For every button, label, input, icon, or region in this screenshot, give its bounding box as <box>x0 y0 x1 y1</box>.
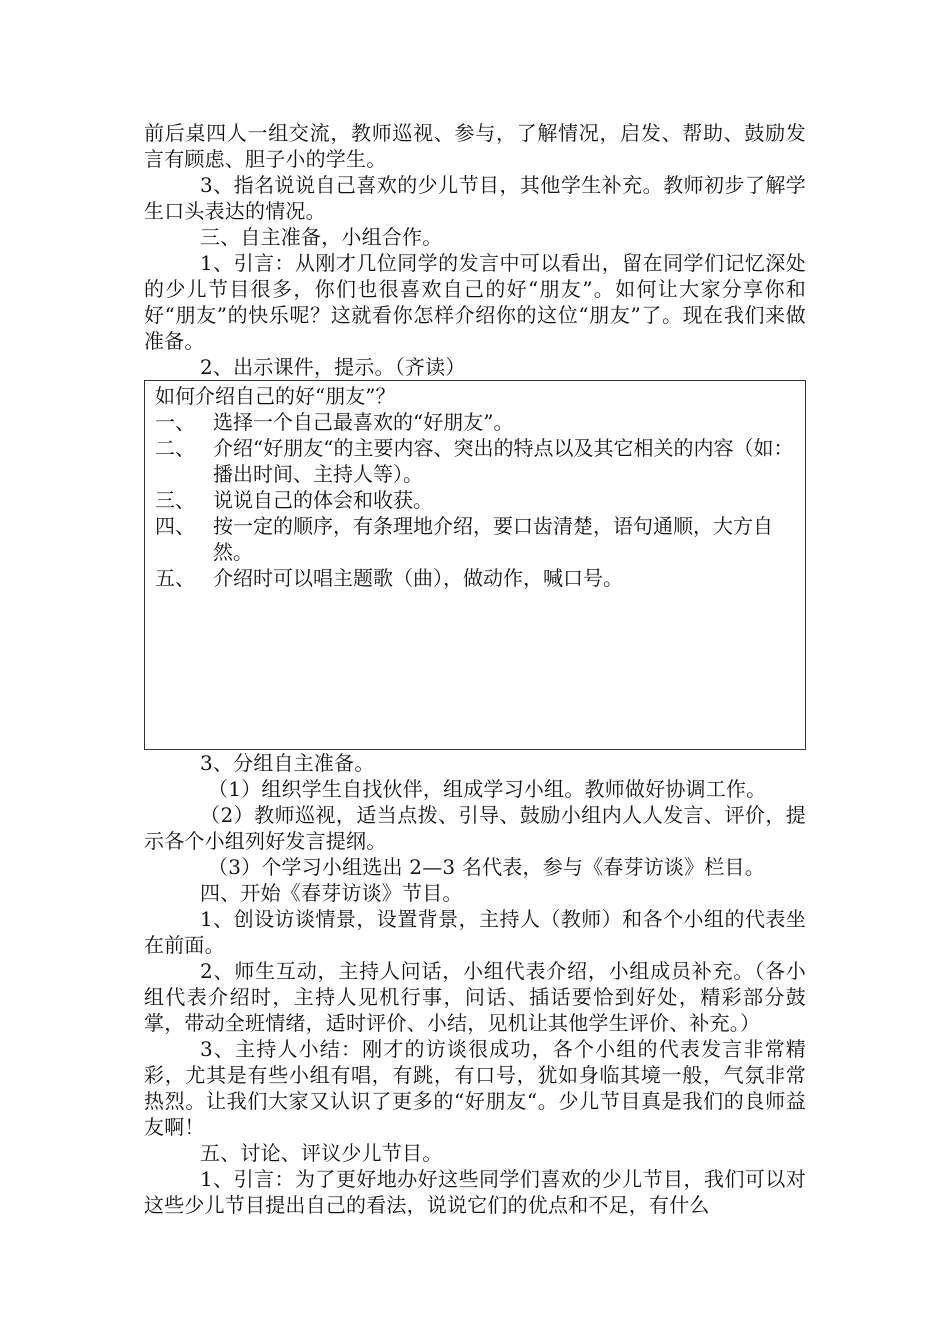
section-heading: 四、开始《春芽访谈》节目。 <box>200 881 463 905</box>
list-text: 介绍时可以唱主题歌（曲），做动作，喊口号。 <box>213 566 623 590</box>
list-number: 三、 <box>155 488 195 512</box>
document-page <box>144 120 806 1218</box>
paragraph: 2、师生互动，主持人问话，小组代表介绍，小组成员补充。（各小组代表介绍时，主持人见机行事，问话、插话要恰到好处，精彩部分鼓掌，带动全班情绪，适时评价、小结，见机让其他学生评价、补充。） <box>144 959 806 1035</box>
list-number: 二、 <box>155 436 195 460</box>
paragraph: 3、主持人小结：刚才的访谈很成功，各个小组的代表发言非常精彩，尤其是有些小组有唱，有跳，有口号，犹如身临其境一般，气氛非常热烈。让我们大家又认识了更多的“好朋友“。少儿节目真是我们的良师益友啊！ <box>144 1037 806 1139</box>
list-item <box>155 435 797 487</box>
list-item <box>155 409 797 435</box>
paragraph: 3、指名说说自己喜欢的少儿节目，其他学生补充。教师初步了解学生口头表达的情况。 <box>144 173 806 223</box>
list-number: 一、 <box>155 410 195 434</box>
paragraph: （3）个学习小组选出 2—3 名代表，参与《春芽访谈》栏目。 <box>208 855 765 879</box>
list-text: 介绍“好朋友“的主要内容、突出的特点以及其它相关的内容（如：播出时间、主持人等）。 <box>213 436 794 486</box>
courseware-prompt-box <box>144 380 806 750</box>
section-heading: 三、自主准备，小组合作。 <box>200 225 443 249</box>
list-number: 五、 <box>155 566 195 590</box>
list-text: 按一定的顺序，有条理地介绍，要口齿清楚，语句通顺，大方自然。 <box>213 514 773 564</box>
paragraph: 前后桌四人一组交流，教师巡视、参与，了解情况，启发、帮助、鼓励发言有顾虑、胆子小的学生。 <box>144 121 806 171</box>
list-text: 说说自己的体会和收获。 <box>213 488 433 512</box>
box-title: 如何介绍自己的好“朋友”？ <box>155 384 396 408</box>
paragraph: 1、引言：从刚才几位同学的发言中可以看出，留在同学们记忆深处的少儿节目很多，你们也很喜欢自己的好“朋友”。如何让大家分享你和好“朋友”的快乐呢？这就看你怎样介绍你的这位“朋友”了。现在我们来做准备。 <box>144 251 806 353</box>
paragraph: （1）组织学生自找伙伴，组成学习小组。教师做好协调工作。 <box>208 777 767 801</box>
list-item <box>155 513 797 565</box>
list-item <box>155 565 797 591</box>
section-heading: 五、讨论、评议少儿节目。 <box>200 1141 443 1165</box>
list-text: 选择一个自己最喜欢的“好朋友”。 <box>213 410 514 434</box>
paragraph: 1、引言：为了更好地办好这些同学们喜欢的少儿节目，我们可以对这些少儿节目提出自己的看法，说说它们的优点和不足，有什么 <box>144 1167 806 1217</box>
paragraph: 3、分组自主准备。 <box>200 751 375 775</box>
paragraph: 2、出示课件，提示。（齐读） <box>200 355 466 379</box>
paragraph: （2）教师巡视，适当点拨、引导、鼓励小组内人人发言、评价，提示各个小组列好发言提纲。 <box>144 803 806 853</box>
list-item <box>155 487 797 513</box>
paragraph: 1、创设访谈情景，设置背景，主持人（教师）和各个小组的代表坐在前面。 <box>144 907 806 957</box>
list-number: 四、 <box>155 514 195 538</box>
